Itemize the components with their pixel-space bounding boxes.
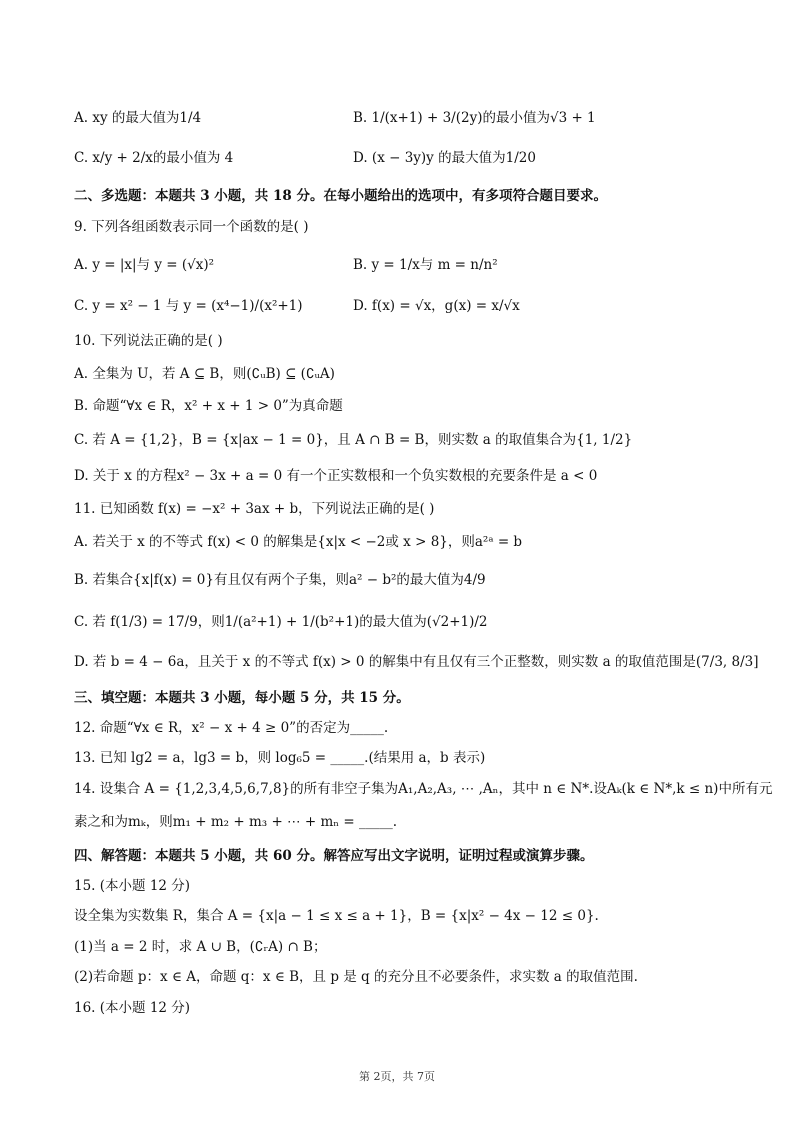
question-11-option-a: A. 若关于 x 的不等式 f(x) < 0 的解集是{x|x < −2或 x > 8}，则a²ᵃ = b — [74, 534, 523, 550]
question-15-part-1: (1)当 a = 2 时，求 A ∪ B，(∁ᵣA) ∩ B； — [74, 939, 327, 955]
question-9-option-b: B. y = 1/x与 m = n/n² — [353, 257, 498, 273]
question-15-part-2: (2)若命题 p：x ∈ A，命题 q：x ∈ B，且 p 是 q 的充分且不必要条件，求实数 a 的取值范围. — [74, 969, 638, 985]
option-prev-b: B. 1/(x+1) + 3/(2y)的最小值为√3 + 1 — [353, 110, 596, 126]
question-9-option-c: C. y = x² − 1 与 y = (x⁴−1)/(x²+1) — [74, 298, 303, 314]
question-14-line-1: 14. 设集合 A = {1,2,3,4,5,6,7,8}的所有非空子集为A₁,A₂,A₃, ⋯ ,Aₙ，其中 n ∈ N*.设Aₖ(k ∈ N*,k ≤ n)中所有元 — [74, 781, 773, 797]
question-10-option-a: A. 全集为 U，若 A ⊆ B，则(∁ᵤB) ⊆ (∁ᵤA) — [74, 366, 335, 382]
question-11-option-b: B. 若集合{x|f(x) = 0}有且仅有两个子集，则a² − b²的最大值为4/9 — [74, 572, 486, 588]
question-10-stem: 10. 下列说法正确的是( ) — [74, 333, 223, 349]
question-15-head: 15. (本小题 12 分) — [74, 878, 191, 894]
question-11-stem: 11. 已知函数 f(x) = −x² + 3ax + b，下列说法正确的是( ) — [74, 501, 435, 517]
question-9-option-d: D. f(x) = √x，g(x) = x/√x — [353, 298, 520, 314]
page-footer: 第 2页，共 7页 — [359, 1070, 435, 1083]
section-heading-solutions: 四、解答题：本题共 5 小题，共 60 分。解答应写出文字说明，证明过程或演算步骤。 — [74, 848, 594, 864]
question-12: 12. 命题“∀x ∈ R，x² − x + 4 ≥ 0”的否定为_____. — [74, 720, 389, 736]
question-10-option-d: D. 关于 x 的方程x² − 3x + a = 0 有一个正实数根和一个负实数根的充要条件是 a < 0 — [74, 468, 598, 484]
section-heading-fill-blank: 三、填空题：本题共 3 小题，每小题 5 分，共 15 分。 — [74, 690, 410, 706]
question-11-option-d: D. 若 b = 4 − 6a，且关于 x 的不等式 f(x) > 0 的解集中有且仅有三个正整数，则实数 a 的取值范围是(7/3, 8/3] — [74, 654, 759, 670]
question-9-option-a: A. y = |x|与 y = (√x)² — [74, 257, 215, 273]
question-9-stem: 9. 下列各组函数表示同一个函数的是( ) — [74, 219, 309, 235]
option-prev-d: D. (x − 3y)y 的最大值为1/20 — [353, 150, 536, 166]
option-prev-c: C. x/y + 2/x的最小值为 4 — [74, 150, 234, 166]
question-14-line-2: 素之和为mₖ，则m₁ + m₂ + m₃ + ⋯ + mₙ = _____. — [74, 814, 398, 830]
section-heading-multi-choice: 二、多选题：本题共 3 小题，共 18 分。在每小题给出的选项中，有多项符合题目要求。 — [74, 188, 607, 204]
option-prev-a: A. xy 的最大值为1/4 — [74, 110, 202, 126]
question-16-head: 16. (本小题 12 分) — [74, 1000, 191, 1016]
question-11-option-c: C. 若 f(1/3) = 17/9，则1/(a²+1) + 1/(b²+1)的最大值为(√2+1)/2 — [74, 614, 488, 630]
question-10-option-b: B. 命题“∀x ∈ R，x² + x + 1 > 0”为真命题 — [74, 398, 343, 414]
question-15-body: 设全集为实数集 R，集合 A = {x|a − 1 ≤ x ≤ a + 1}，B = {x|x² − 4x − 12 ≤ 0}. — [74, 908, 599, 924]
question-13: 13. 已知 lg2 = a，lg3 = b，则 log₆5 = _____.(结果用 a，b 表示) — [74, 750, 486, 766]
question-10-option-c: C. 若 A = {1,2}，B = {x|ax − 1 = 0}，且 A ∩ B = B，则实数 a 的取值集合为{1, 1/2} — [74, 432, 633, 448]
